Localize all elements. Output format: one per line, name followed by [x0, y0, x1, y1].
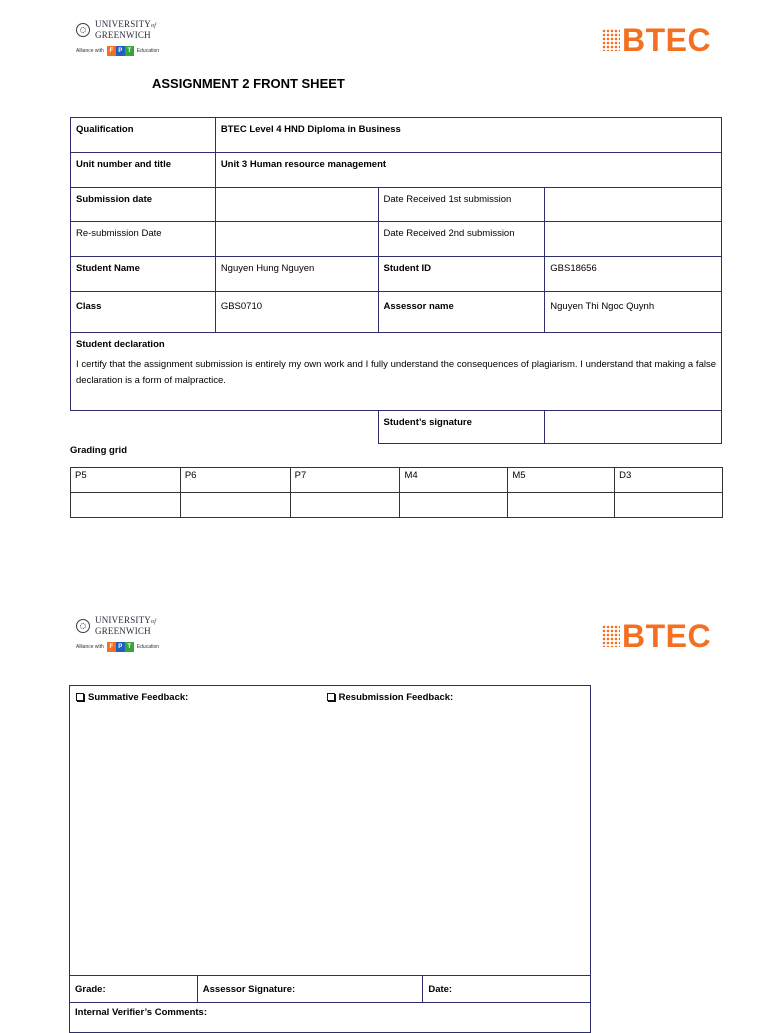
declaration-label: Student declaration [76, 339, 165, 350]
signature-spacer [71, 411, 379, 444]
qualification-label: Qualification [71, 118, 216, 153]
class-row [71, 292, 722, 333]
university-logo-page2: UNIVERSITYof GREENWICH Alliance with F P T Education [76, 615, 160, 650]
date-received-1-label: Date Received 1st submission [378, 188, 545, 222]
assessor-signature-label[interactable]: Assessor Signature: [197, 976, 423, 1003]
submission-date-field[interactable] [215, 188, 378, 222]
page-title: ASSIGNMENT 2 FRONT SHEET [152, 76, 345, 91]
signature-row [71, 411, 722, 444]
grade-cell-m4[interactable] [400, 493, 508, 518]
student-name-label: Student Name [71, 257, 216, 292]
btec-logo-page2: BTEC [602, 620, 711, 652]
unit-label: Unit number and title [71, 153, 216, 188]
date-label[interactable]: Date: [423, 976, 591, 1003]
qualification-row [71, 118, 722, 153]
front-sheet-table [70, 117, 722, 444]
grade-header-p7: P7 [290, 468, 400, 493]
grade-cell-d3[interactable] [615, 493, 723, 518]
grade-label[interactable]: Grade: [70, 976, 198, 1003]
alliance-fpt-logo: Alliance with F P T Education [76, 48, 160, 54]
resubmission-label: Re-submission Date [71, 222, 216, 257]
resubmission-feedback-option[interactable]: Resubmission Feedback: [327, 692, 454, 703]
declaration-row [71, 333, 722, 411]
declaration-text: I certify that the assignment submission is entirely my own work and I fully understand the consequences of plagiarism. I understand that making a false declaration is a form of malpractice. [76, 359, 716, 386]
alliance-fpt-logo-page2: Alliance with F P T Education [76, 644, 160, 650]
grading-grid [70, 467, 723, 518]
university-seal-icon [76, 619, 90, 633]
resubmission-row [71, 222, 722, 257]
grade-signature-row [70, 976, 591, 1003]
grade-header-m5: M5 [508, 468, 615, 493]
university-seal-icon [76, 23, 90, 37]
assessor-value: Nguyen Thi Ngoc Quynh [545, 292, 722, 333]
date-received-2-label: Date Received 2nd submission [378, 222, 545, 257]
iv-comments-label[interactable]: Internal Verifier’s Comments: [70, 1003, 591, 1033]
student-name-value: Nguyen Hung Nguyen [215, 257, 378, 292]
declaration-cell [71, 333, 722, 411]
class-value: GBS0710 [215, 292, 378, 333]
grade-cell-m5[interactable] [508, 493, 615, 518]
date-received-1-field[interactable] [545, 188, 722, 222]
date-received-2-field[interactable] [545, 222, 722, 257]
grade-cell-p5[interactable] [71, 493, 181, 518]
unit-row [71, 153, 722, 188]
qualification-value: BTEC Level 4 HND Diploma in Business [215, 118, 721, 153]
grade-cell-p6[interactable] [180, 493, 290, 518]
feedback-table [69, 685, 591, 1033]
grade-header-m4: M4 [400, 468, 508, 493]
btec-logo: BTEC [602, 24, 711, 56]
grade-header-p5: P5 [71, 468, 181, 493]
grading-value-row [71, 493, 723, 518]
class-label: Class [71, 292, 216, 333]
iv-comments-row [70, 1003, 591, 1033]
summative-feedback-option[interactable]: Summative Feedback: [76, 692, 324, 703]
resubmission-field[interactable] [215, 222, 378, 257]
summative-checkbox-icon[interactable] [76, 693, 84, 701]
grade-cell-p7[interactable] [290, 493, 400, 518]
feedback-area[interactable] [70, 686, 591, 976]
student-id-value: GBS18656 [545, 257, 722, 292]
grade-header-p6: P6 [180, 468, 290, 493]
signature-field[interactable] [545, 411, 722, 444]
feedback-row [70, 686, 591, 976]
grading-header-row [71, 468, 723, 493]
unit-value: Unit 3 Human resource management [215, 153, 721, 188]
student-row [71, 257, 722, 292]
submission-date-label: Submission date [71, 188, 216, 222]
btec-dots-icon [602, 625, 620, 647]
student-id-label: Student ID [378, 257, 545, 292]
signature-label: Student’s signature [378, 411, 545, 444]
assessor-label: Assessor name [378, 292, 545, 333]
btec-dots-icon [602, 29, 620, 51]
submission-row [71, 188, 722, 222]
university-logo: UNIVERSITYof GREENWICH Alliance with F P T Education [76, 19, 160, 54]
resubmission-checkbox-icon[interactable] [327, 693, 335, 701]
grade-header-d3: D3 [615, 468, 723, 493]
grading-grid-label: Grading grid [70, 445, 127, 456]
